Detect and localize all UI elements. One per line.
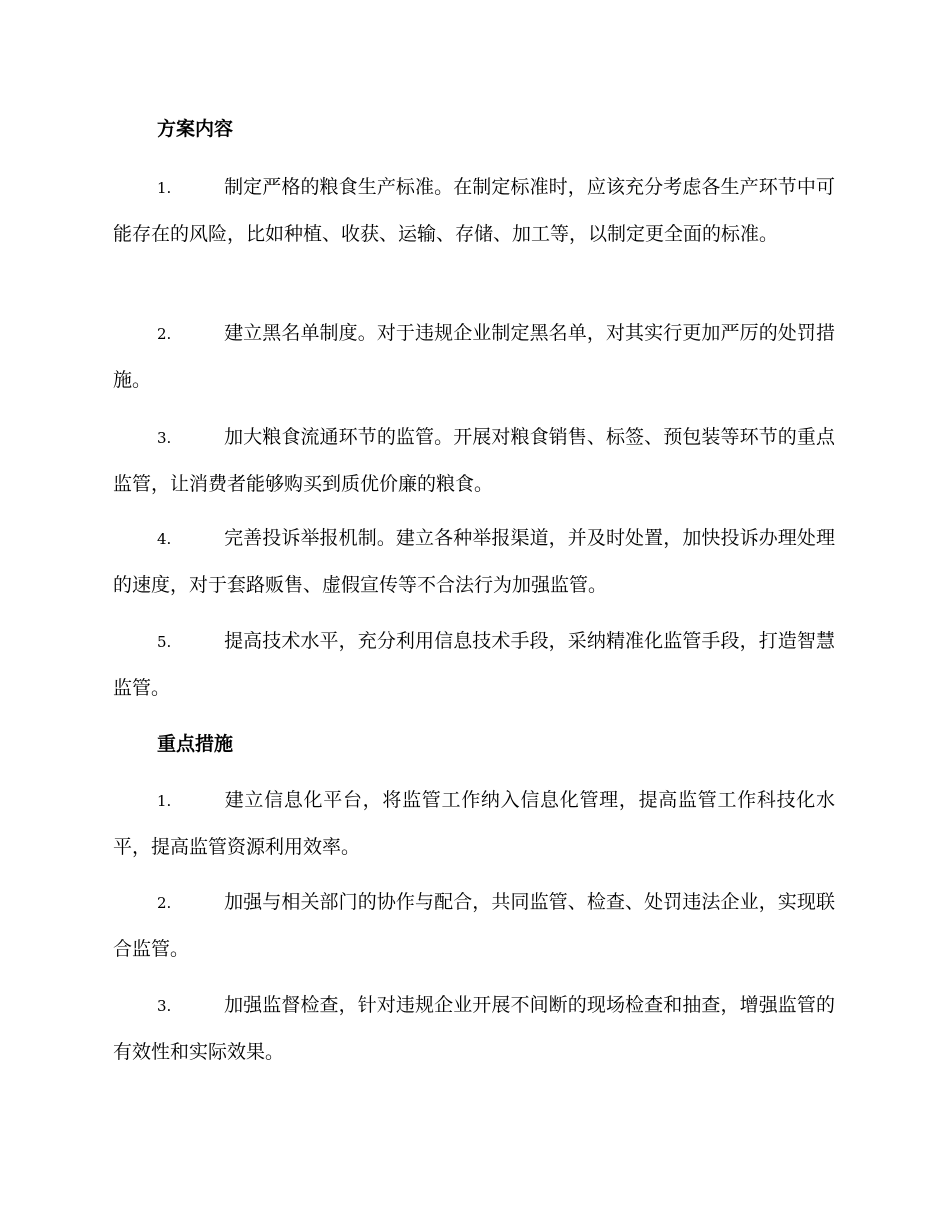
list-item-text: 建立黑名单制度。对于违规企业制定黑名单，对其实行更加严厉的处罚措施。: [113, 322, 835, 391]
list-item-text: 建立信息化平台，将监管工作纳入信息化管理，提高监管工作科技化水平，提高监管资源利用效率。: [113, 789, 835, 858]
list-item: [113, 310, 835, 403]
section-heading-measures: 重点措施: [157, 733, 234, 755]
list-item-number: 3.: [157, 997, 172, 1015]
list-item: [113, 982, 835, 1075]
list-item-number: 1.: [157, 792, 172, 810]
list-item-text: 加大粮食流通环节的监管。开展对粮食销售、标签、预包装等环节的重点监管，让消费者能够购买到质优价廉的粮食。: [113, 426, 835, 495]
list-item-number: 1.: [157, 179, 172, 197]
list-item-number: 2.: [157, 894, 172, 912]
list-item-text: 完善投诉举报机制。建立各种举报渠道，并及时处置，加快投诉办理处理的速度，对于套路贩售、虚假宣传等不合法行为加强监管。: [113, 527, 835, 596]
list-item: [113, 414, 835, 507]
list-item: [113, 879, 835, 972]
list-item-text: 制定严格的粮食生产标准。在制定标准时，应该充分考虑各生产环节中可能存在的风险，比如种植、收获、运输、存储、加工等，以制定更全面的标准。: [113, 176, 835, 245]
section-heading-plan: 方案内容: [157, 118, 234, 140]
list-item-number: 2.: [157, 325, 172, 343]
list-item: [113, 618, 835, 711]
list-item: [113, 164, 835, 257]
list-item-number: 4.: [157, 530, 172, 548]
list-item-number: 3.: [157, 429, 172, 447]
list-item: [113, 515, 835, 608]
list-item-text: 提高技术水平，充分利用信息技术手段，采纳精准化监管手段，打造智慧监管。: [113, 630, 835, 699]
list-item: [113, 777, 835, 870]
list-item-number: 5.: [157, 633, 172, 651]
list-item-text: 加强与相关部门的协作与配合，共同监管、检查、处罚违法企业，实现联合监管。: [113, 891, 835, 960]
list-item-text: 加强监督检查，针对违规企业开展不间断的现场检查和抽查，增强监管的有效性和实际效果。: [113, 994, 835, 1063]
